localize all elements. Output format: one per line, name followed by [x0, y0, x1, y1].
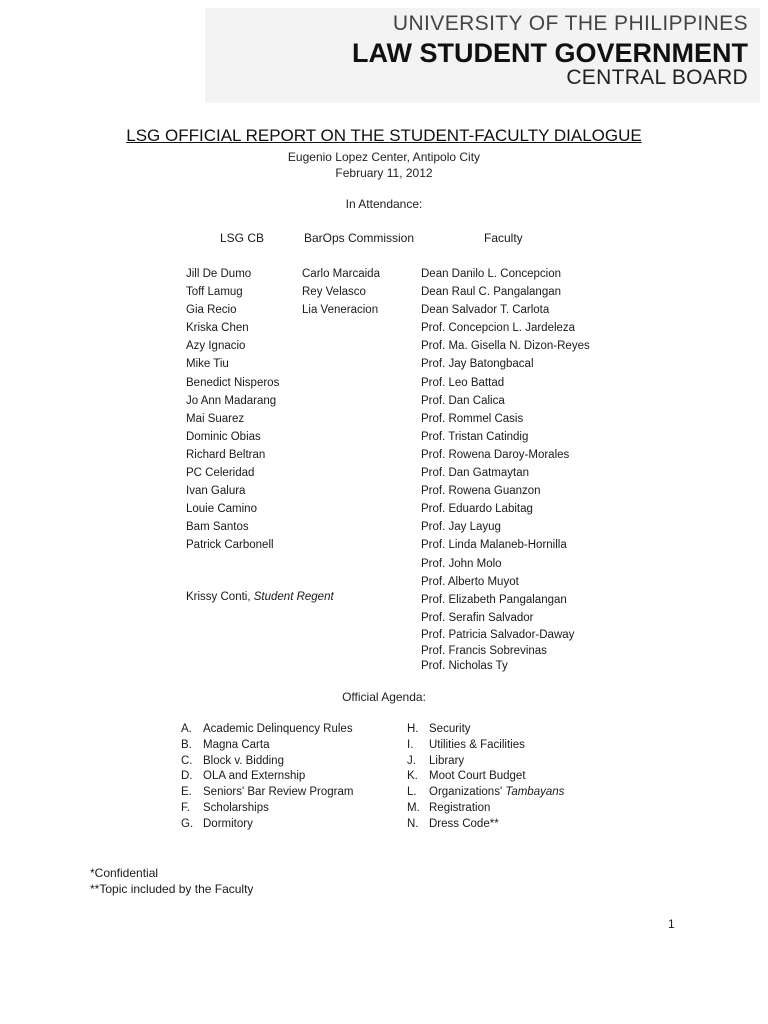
agenda-text: Dress Code** [429, 817, 499, 830]
list-item: Jo Ann Madarang [186, 394, 277, 407]
list-item: Prof. Francis Sobrevinas [421, 644, 547, 657]
agenda-letter: N. [407, 817, 419, 830]
list-item: Carlo Marcaida [302, 268, 380, 280]
agenda-letter: E. [181, 786, 192, 799]
list-item: Prof. Rommel Casis [421, 412, 524, 425]
list-item: Prof. Leo Battad [421, 376, 505, 389]
list-item: Prof. Dan Calica [421, 394, 505, 407]
list-item: Prof. Eduardo Labitag [421, 503, 533, 516]
agenda-list-right [407, 722, 564, 833]
list-item: Gia Recio [186, 304, 237, 317]
list-item: Prof. Jay Layug [421, 521, 501, 534]
list-item: Prof. Patricia Salvador-Daway [421, 629, 575, 641]
column-header-barops: BarOps Commission [304, 231, 415, 245]
agenda-letter: I. [407, 738, 414, 751]
agenda-item [181, 769, 353, 785]
agenda-item [181, 738, 353, 754]
list-item: Prof. Jay Batongbacal [421, 358, 534, 371]
page-number: 1 [668, 917, 675, 931]
list-item: Prof. Linda Malaneb-Hornilla [421, 539, 567, 552]
list-item: Prof. Concepcion L. Jardeleza [421, 322, 576, 335]
list-item: Dean Danilo L. Concepcion [421, 268, 562, 280]
report-date: February 11, 2012 [335, 166, 433, 180]
student-regent-title: Student Regent [253, 591, 334, 603]
list-item: Benedict Nisperos [186, 376, 280, 389]
agenda-text: Registration [429, 801, 491, 814]
attendance-heading: In Attendance: [345, 197, 423, 211]
list-item: Dean Salvador T. Carlota [421, 304, 550, 317]
student-regent [186, 591, 334, 603]
list-item: Prof. Alberto Muyot [421, 575, 519, 588]
agenda-text: Moot Court Budget [429, 770, 526, 783]
agenda-letter: J. [407, 754, 416, 767]
agenda-letter: M. [407, 801, 420, 814]
agenda-item [407, 754, 564, 770]
agenda-item [407, 801, 564, 817]
agenda-item [407, 722, 564, 738]
agenda-text: Magna Carta [203, 738, 270, 751]
list-item: Richard Beltran [186, 448, 266, 461]
list-item: Prof. Tristan Catindig [421, 430, 529, 443]
list-item: Rey Velasco [302, 286, 366, 299]
agenda-text-emphasis: Tambayans [505, 786, 565, 799]
agenda-letter: H. [407, 723, 419, 735]
agenda-item [181, 817, 353, 833]
agenda-item [181, 754, 353, 770]
lsg-cb-list [186, 265, 279, 555]
list-item: Louie Camino [186, 503, 257, 516]
agenda-text: OLA and Externship [203, 770, 306, 783]
location: Eugenio Lopez Center, Antipolo City [287, 150, 481, 164]
list-item: Prof. Elizabeth Pangalangan [421, 593, 567, 606]
agenda-item [181, 722, 353, 738]
agenda-item [407, 769, 564, 785]
agenda-text: Security [429, 723, 471, 735]
agenda-item [181, 785, 353, 801]
column-header-lsg-cb: LSG CB [220, 231, 265, 245]
list-item: Prof. Serafin Salvador [421, 611, 534, 624]
list-item: Lia Veneracion [302, 304, 379, 317]
agenda-text: Block v. Bidding [203, 754, 284, 767]
agenda-text: Organizations' [429, 786, 503, 799]
list-item: Ivan Galura [186, 485, 246, 498]
list-item: Prof. Rowena Daroy-Morales [421, 448, 570, 461]
agenda-letter: G. [181, 817, 194, 830]
list-item: Jill De Dumo [186, 268, 252, 280]
list-item: Prof. Nicholas Ty [421, 660, 508, 672]
footnote-confidential: *Confidential [90, 866, 159, 880]
agenda-item [407, 738, 564, 754]
agenda-text: Dormitory [203, 817, 253, 830]
report-title: LSG OFFICIAL REPORT ON THE STUDENT-FACULTY DIALOGUE [126, 126, 642, 145]
agenda-heading: Official Agenda: [342, 690, 426, 704]
list-item: PC Celeridad [186, 467, 255, 480]
faculty-list-continued [421, 628, 574, 675]
agenda-letter: D. [181, 770, 193, 783]
agenda-text: Library [429, 754, 465, 767]
student-regent-name: Krissy Conti, [186, 591, 251, 603]
agenda-letter: F. [181, 801, 190, 814]
organization-name: LAW STUDENT GOVERNMENT [352, 38, 748, 68]
agenda-letter: K. [407, 770, 418, 783]
barops-list [302, 265, 380, 319]
agenda-item [407, 817, 564, 833]
list-item: Prof. Dan Gatmaytan [421, 467, 530, 480]
list-item: Dean Raul C. Pangalangan [421, 286, 562, 299]
list-item: Patrick Carbonell [186, 539, 274, 552]
agenda-text: Scholarships [203, 801, 269, 814]
agenda-item [181, 801, 353, 817]
university-name: UNIVERSITY OF THE PHILIPPINES [392, 12, 748, 35]
list-item: Mike Tiu [186, 358, 229, 371]
agenda-letter: C. [181, 754, 193, 767]
list-item: Azy Ignacio [186, 340, 246, 353]
list-item: Mai Suarez [186, 412, 245, 425]
list-item: Dominic Obias [186, 430, 261, 443]
footnote-faculty-topic: **Topic included by the Faculty [90, 882, 254, 896]
list-item: Prof. John Molo [421, 557, 502, 570]
agenda-letter: L. [407, 786, 417, 799]
list-item: Bam Santos [186, 521, 249, 534]
agenda-item [407, 785, 564, 801]
list-item: Kriska Chen [186, 322, 249, 335]
agenda-text: Seniors' Bar Review Program [203, 786, 354, 799]
agenda-text: Academic Delinquency Rules [203, 723, 353, 735]
faculty-list [421, 265, 590, 627]
list-item: Toff Lamug [186, 286, 243, 299]
agenda-list-left [181, 722, 353, 833]
column-header-faculty: Faculty [484, 231, 523, 245]
agenda-letter: B. [181, 738, 192, 751]
list-item: Prof. Rowena Guanzon [421, 485, 541, 498]
agenda-letter: A. [181, 723, 192, 735]
agenda-text: Utilities & Facilities [429, 738, 525, 751]
list-item: Prof. Ma. Gisella N. Dizon-Reyes [421, 340, 590, 353]
board-name: CENTRAL BOARD [566, 66, 748, 89]
